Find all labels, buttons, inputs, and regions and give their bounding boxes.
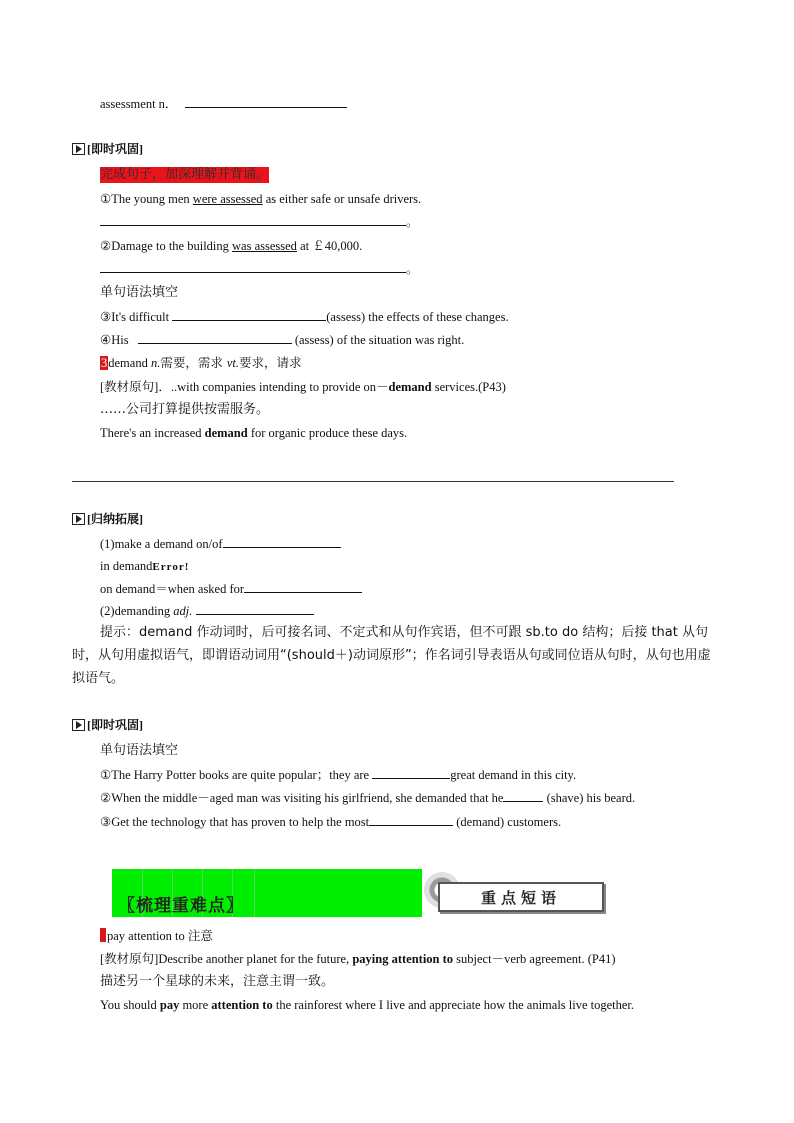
answer-blank[interactable] [372, 767, 450, 779]
sentence-text: services.(P43) [431, 380, 506, 394]
answer-blank[interactable] [185, 96, 347, 108]
play-icon [72, 513, 85, 525]
answer-blank[interactable] [138, 332, 292, 344]
play-icon [72, 719, 85, 731]
sentence-text: ③Get the technology that has proven to help the most [100, 815, 370, 829]
phrase-text: (1)make a demand on/of [100, 537, 223, 551]
sentence-text: There's an increased [100, 426, 205, 440]
sentence-text: great demand in this city. [450, 768, 577, 782]
entry-meaning: 需要，需求 [160, 355, 227, 370]
sentence-text: as either safe or unsafe drivers. [262, 192, 422, 206]
pos-tag: adj. [173, 604, 193, 618]
question-3 [100, 814, 561, 830]
grammar-fill-heading-2: 单句语法填空 [100, 743, 179, 758]
phrase-3 [100, 581, 362, 597]
sentence-text: ④His [100, 333, 132, 347]
sentence-3 [100, 309, 509, 325]
sentence-2 [100, 238, 362, 254]
period: 。 [406, 215, 419, 229]
sentence-4 [100, 332, 464, 348]
phrase-text: on demand＝when asked for [100, 582, 245, 596]
tip-paragraph: 提示：demand 作动词时，后可接名词、不定式和从句作宾语，但不可跟 sb.to do 结构；后接 that 从句时，从句用虚拟语气，即谓语动词用“(should＋)动词原形”；作名词引导表语从句或同位语从句时，从句也用虚拟语气。 [72, 625, 711, 686]
phrase-4 [100, 603, 314, 619]
answer-line-2 [100, 261, 419, 277]
answer-blank[interactable] [196, 603, 314, 615]
sentence-text: ②When the middle－aged man was visiting his girlfriend, she demanded that he [100, 791, 504, 805]
example-sentence-2 [100, 997, 634, 1013]
translation: ……公司打算提供按需服务。 [100, 402, 270, 417]
entry-meaning: 要求，请求 [238, 355, 302, 370]
answer-blank[interactable] [369, 814, 453, 826]
question-1 [100, 767, 576, 783]
pos-tag: vt. [226, 356, 239, 370]
bold-keyword: attention to [211, 998, 273, 1012]
section-header-label: [即时巩固] [87, 718, 143, 732]
sentence-text: You should [100, 998, 160, 1012]
textbook-original-sentence-2 [100, 951, 616, 967]
answer-blank[interactable] [172, 309, 326, 321]
sentence-text: the rainforest where I live and appreciate how the animals live together. [272, 998, 635, 1012]
sentence-text: subject－verb agreement. (P41) [453, 952, 616, 966]
demand-entry [100, 355, 301, 371]
grammar-fill-heading: 单句语法填空 [100, 285, 179, 300]
entry-word: demand [108, 356, 151, 370]
sentence-text: (shave) his beard. [543, 791, 636, 805]
answer-blank[interactable] [223, 536, 341, 548]
sentence-text: (demand) customers. [453, 815, 562, 829]
answer-blank[interactable] [244, 581, 362, 593]
sentence-text: ①The Harry Potter books are quite popular；they are [100, 768, 373, 782]
assessment-label: assessment n． [100, 97, 178, 111]
sentence-text: (assess) of the situation was right. [291, 333, 465, 347]
bold-keyword: demand [388, 380, 432, 394]
sentence-text: at ￡40,000. [296, 239, 363, 253]
translation-2: 描述另一个星球的未来，注意主谓一致。 [100, 974, 335, 989]
sentence-text: more [179, 998, 212, 1012]
phrase-text: (2)demanding [100, 604, 174, 618]
section-header-summary [72, 510, 143, 527]
assessment-line [100, 96, 347, 112]
phrase-title: pay attention to 注意 [107, 929, 213, 943]
phrase-1 [100, 536, 341, 552]
sentence-1 [100, 191, 421, 207]
error-text: Error! [152, 561, 190, 573]
play-icon [72, 143, 85, 155]
phrase-2 [100, 558, 189, 575]
sentence-text: ③It's difficult [100, 310, 173, 324]
sentence-text: ②Damage to the building [100, 239, 233, 253]
divider [72, 481, 674, 482]
answer-blank[interactable] [100, 261, 406, 273]
period: 。 [406, 262, 419, 276]
section-header-consolidate [72, 140, 143, 157]
highlighted-instruction: 完成句子，加深理解并背诵。 [100, 167, 270, 182]
section-banner [112, 869, 422, 917]
red-marker [100, 928, 106, 942]
entry-number: 3 [101, 356, 108, 370]
pos-tag: n. [150, 356, 161, 370]
banner-title: 〖梳理重难点〗 [118, 896, 244, 916]
underlined-phrase: was assessed [232, 239, 297, 253]
section-header-label: [即时巩固] [87, 142, 143, 156]
sentence-text: ①The young men [100, 192, 193, 206]
bold-keyword: demand [204, 426, 248, 440]
sentence-text: (assess) the effects of these changes. [326, 310, 509, 324]
textbook-original-sentence [100, 379, 506, 395]
answer-blank[interactable] [100, 214, 406, 226]
key-phrases-badge [424, 870, 604, 914]
example-sentence [100, 425, 407, 441]
bold-keyword: paying attention to [352, 952, 454, 966]
underlined-phrase: were assessed [192, 192, 263, 206]
sentence-text: [教材原句]．..with companies intending to provide on－ [100, 380, 389, 394]
section-header-consolidate-2 [72, 716, 143, 733]
sentence-text: for organic produce these days. [247, 426, 408, 440]
bold-keyword: pay [159, 998, 180, 1012]
section-header-label: [归纳拓展] [87, 512, 143, 526]
badge-label: 重点短语 [438, 882, 604, 912]
question-2 [100, 790, 635, 806]
answer-blank[interactable] [503, 790, 543, 802]
answer-line-1 [100, 214, 419, 230]
phrase-entry [100, 928, 213, 944]
phrase-text: in demand [100, 559, 153, 573]
sentence-text: [教材原句]Describe another planet for the future, [100, 952, 353, 966]
